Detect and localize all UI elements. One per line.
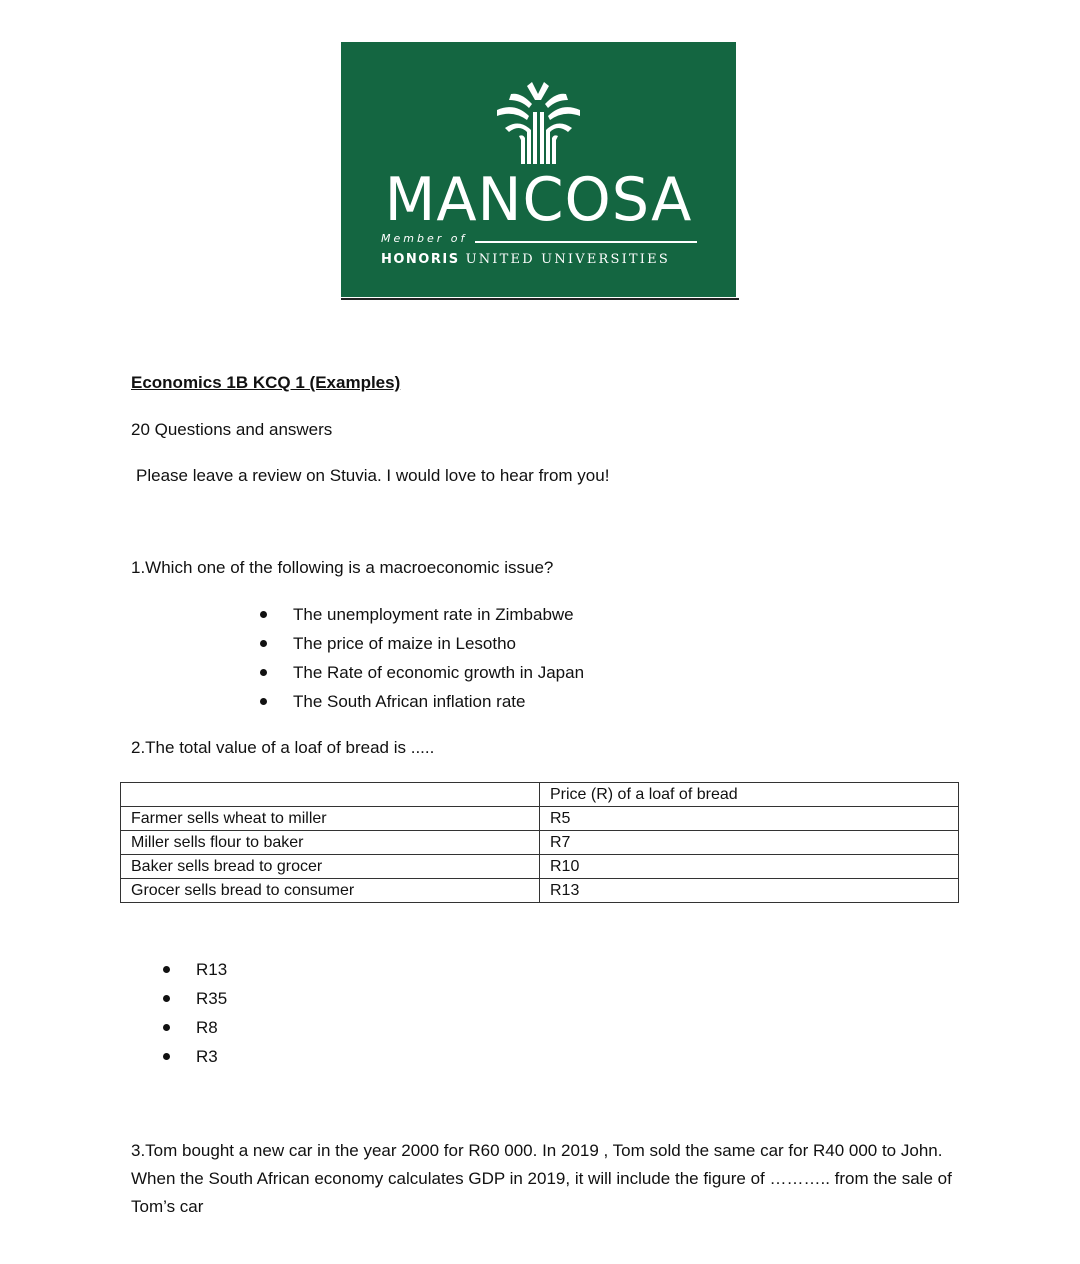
bullet-icon	[163, 1024, 170, 1031]
table-row	[121, 831, 959, 855]
option-item	[196, 955, 227, 984]
table-cell: Baker sells bread to grocer	[121, 855, 540, 879]
logo-network-bold: HONORIS	[381, 252, 460, 267]
question-3: 3.Tom bought a new car in the year 2000 for R60 000. In 2019 , Tom sold the same car for R40 000 to John. When the South African economy calculates GDP in 2019, it will include the figure of ……….. from the sale of Tom’s car	[131, 1141, 952, 1216]
option-text: R13	[196, 960, 228, 979]
option-item	[293, 658, 584, 687]
option-text: The Rate of economic growth in Japan	[293, 663, 585, 682]
logo-divider	[475, 241, 697, 243]
question-1-options	[293, 600, 584, 716]
table-row	[121, 879, 959, 903]
option-item	[293, 629, 584, 658]
table-cell: Miller sells flour to baker	[121, 831, 540, 855]
mancosa-logo	[341, 42, 736, 297]
bullet-icon	[260, 611, 267, 618]
bread-price-table	[120, 782, 959, 903]
option-text: The South African inflation rate	[293, 692, 526, 711]
table-cell: R13	[540, 879, 959, 903]
question-2: 2.The total value of a loaf of bread is .....	[131, 738, 435, 757]
option-text: R3	[196, 1047, 218, 1066]
table-row	[121, 855, 959, 879]
document-subtitle: 20 Questions and answers	[131, 420, 333, 439]
logo-member-of: Member of	[381, 232, 468, 245]
table-header-cell	[121, 783, 540, 807]
bullet-icon	[260, 698, 267, 705]
table-cell: Grocer sells bread to consumer	[121, 879, 540, 903]
bullet-icon	[260, 640, 267, 647]
bullet-icon	[163, 966, 170, 973]
bullet-icon	[163, 1053, 170, 1060]
option-item	[293, 600, 584, 629]
tree-emblem-icon	[491, 72, 586, 167]
bullet-icon	[260, 669, 267, 676]
option-item	[196, 1042, 227, 1071]
option-text: The price of maize in Lesotho	[293, 634, 517, 653]
logo-wordmark: MANCOSA	[384, 165, 693, 235]
document-title: Economics 1B KCQ 1 (Examples)	[131, 373, 401, 392]
logo-network-rest: UNITED UNIVERSITIES	[465, 252, 670, 267]
option-text: The unemployment rate in Zimbabwe	[293, 605, 574, 624]
option-item	[196, 984, 227, 1013]
question-1: 1.Which one of the following is a macroeconomic issue?	[131, 558, 554, 577]
option-text: R35	[196, 989, 228, 1008]
table-cell: R5	[540, 807, 959, 831]
option-text: R8	[196, 1018, 218, 1037]
option-item	[293, 687, 584, 716]
table-cell: R10	[540, 855, 959, 879]
table-cell: Farmer sells wheat to miller	[121, 807, 540, 831]
table-row	[121, 807, 959, 831]
table-header-row	[121, 783, 959, 807]
review-note: Please leave a review on Stuvia. I would love to hear from you!	[136, 466, 610, 485]
question-2-options	[196, 955, 227, 1071]
logo-network	[381, 252, 670, 267]
table-header-cell: Price (R) of a loaf of bread	[540, 783, 959, 807]
bullet-icon	[163, 995, 170, 1002]
logo-underline	[341, 298, 739, 300]
table-cell: R7	[540, 831, 959, 855]
option-item	[196, 1013, 227, 1042]
